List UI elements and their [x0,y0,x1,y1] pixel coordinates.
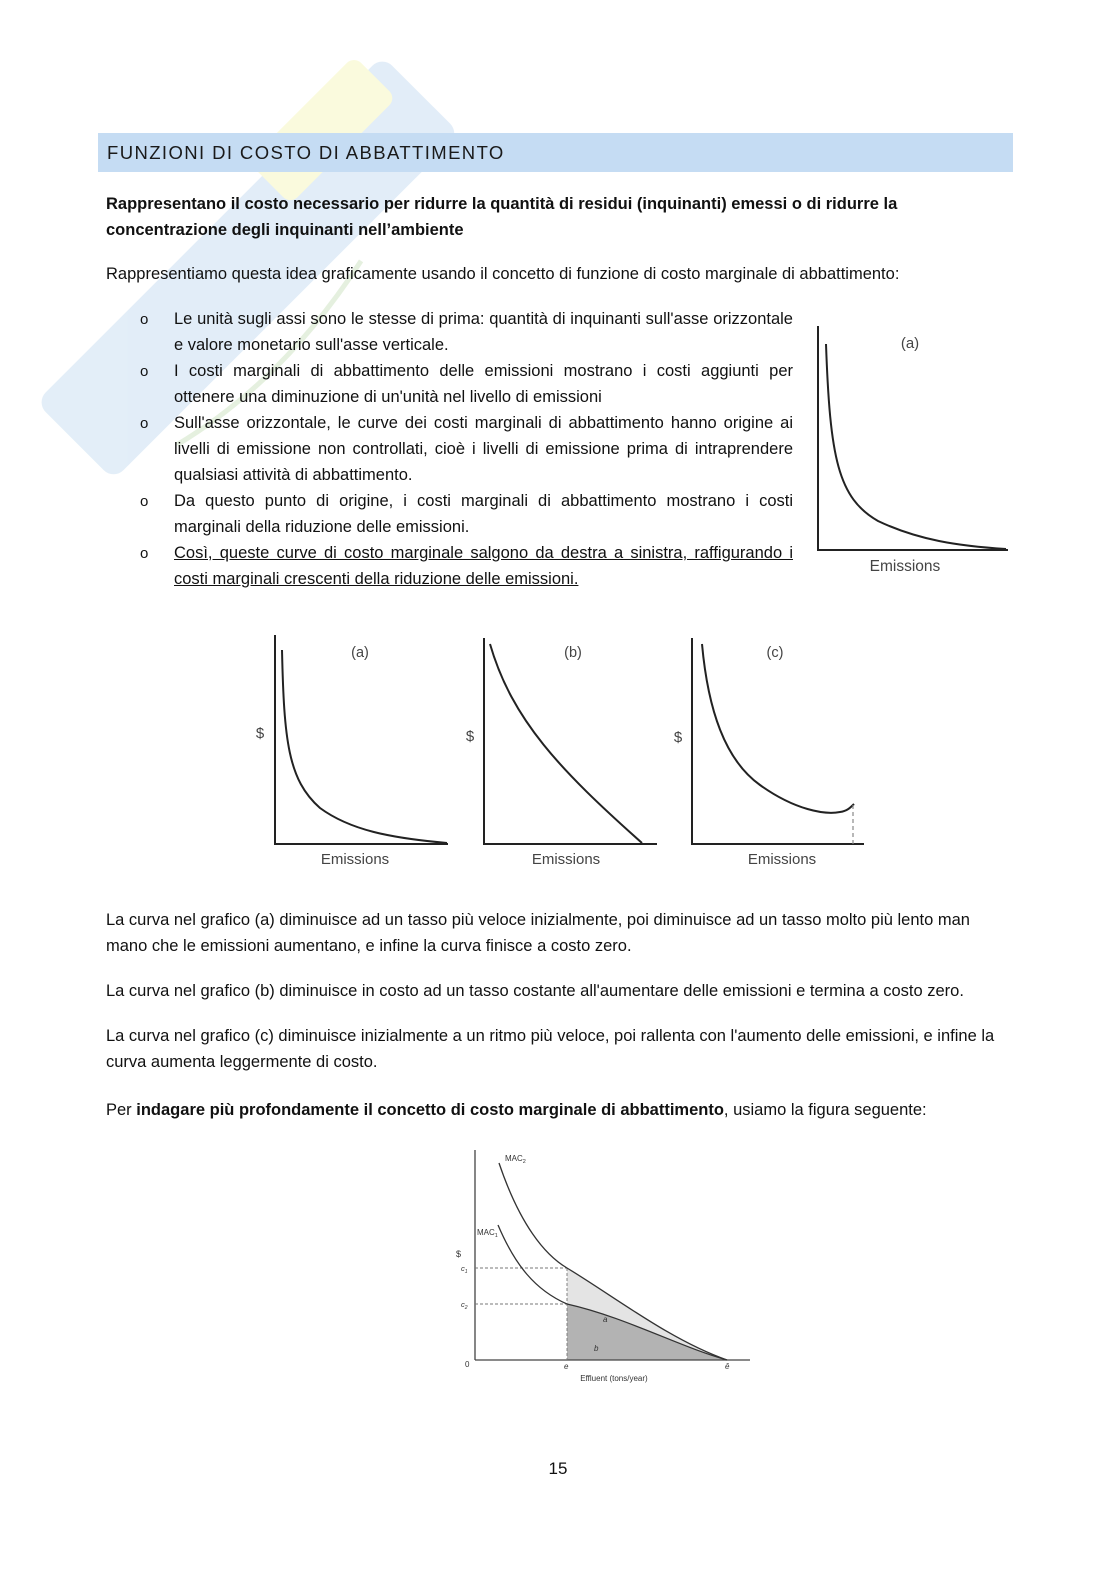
y-axis-label: $ [465,728,475,745]
list-item-text: I costi marginali di abbattimento delle emissioni mostrano i costi aggiunti per ottenere una diminuzione di un'unità nel livello di emissioni [174,362,793,406]
list-item [130,410,793,488]
bullet-marker: o [140,363,149,380]
list-item [130,488,793,540]
x-axis-label: Emissions [531,851,601,868]
bullet-list [130,306,793,592]
final-text-start: Per [106,1101,137,1119]
bullet-marker: o [140,311,149,328]
y-axis-label: $ [255,725,265,742]
paragraph-a: La curva nel grafico (a) diminuisce ad un tasso più veloce inizialmente, poi diminuisce ad un tasso molto più lento man mano che le emissioni aumentano, e infine la curva finisce a costo zero. [106,911,970,955]
panel-label: (b) [564,645,582,661]
mac-curve [490,644,642,843]
x-e-hat-label: ê [725,1362,730,1371]
c1-label: $c_1$ [461,1264,468,1275]
final-text-end: , usiamo la figura seguente: [723,1101,927,1119]
section-title: FUNZIONI DI COSTO DI ABBATTIMENTO [107,142,505,163]
figure-mac-comparison [440,1145,770,1390]
y-axis-label: $ [673,729,683,746]
panel-label: (a) [351,645,369,661]
x-axis-label: Emissions [320,851,390,868]
list-item-text: Le unità sugli assi sono le stesse di prima: quantità di inquinanti sull'asse orizzontale e valore monetario sull'asse verticale. [174,310,793,354]
mac-curve [282,650,447,843]
definition-paragraph: Rappresentano il costo necessario per ridurre la quantità di residui (inquinanti) emessi o di ridurre la concentrazione degli inquinanti nell’ambiente [106,195,898,239]
area-a-label: a [603,1315,608,1324]
list-item-text: Da questo punto di origine, i costi marginali di abbattimento mostrano i costi marginali della riduzione delle emissioni. [174,492,793,536]
list-item-text: Sull'asse orizzontale, le curve dei costi marginali di abbattimento hanno origine ai livelli di emissione non controllati, cioè i livelli di emissione prima di intraprendere qualsiasi attività di abbattimento. [174,414,793,484]
list-item-text: Così, queste curve di costo marginale salgono da destra a sinistra, raffigurando i costi marginali crescenti della riduzione delle emissioni. [174,544,793,588]
panel-a [256,635,448,868]
panel-label: (c) [766,645,784,661]
x-axis-label: Effluent (tons/year) [580,1374,648,1383]
panel-label: (a) [900,335,920,352]
mac1-label: $MAC_1$ [477,1228,498,1239]
section-heading [98,133,1013,172]
mac-curve [826,344,1006,549]
x-axis-label: Emissions [747,851,817,868]
area-b-label: b [594,1344,599,1353]
list-item [130,306,793,358]
paragraph-b: La curva nel grafico (b) diminuisce in costo ad un tasso costante all'aumentare delle emissioni e termina a costo zero. [106,982,964,1000]
lead-paragraph: Rappresentiamo questa idea graficamente usando il concetto di funzione di costo marginale di abbattimento: [106,265,900,283]
paragraph-c: La curva nel grafico (c) diminuisce inizialmente a un ritmo più veloce, poi rallenta con l'aumento delle emissioni, e infine la curva aumenta leggermente di costo. [106,1027,995,1071]
page-number: 15 [548,1459,568,1478]
x-axis-label: Emissions [869,558,941,575]
bullet-marker: o [140,493,149,510]
figure-triple-mac [250,630,870,875]
list-item [130,540,793,592]
paragraph-final [106,1097,1011,1123]
panel-c [674,638,864,868]
x-e-label: e [564,1362,569,1371]
c2-label: $c_2$ [461,1300,468,1311]
bullet-marker: o [140,415,149,432]
final-text-bold: indagare più profondamente il concetto di costo marginale di abbattimento [136,1101,724,1119]
figure-single-mac [808,318,1018,588]
mac2-label: $MAC_2$ [505,1154,526,1165]
origin-label: 0 [465,1360,470,1369]
y-axis-label: $ [456,1249,462,1259]
list-item [130,358,793,410]
panel-b [466,638,657,868]
mac-curve [702,644,854,813]
bullet-marker: o [140,545,149,562]
